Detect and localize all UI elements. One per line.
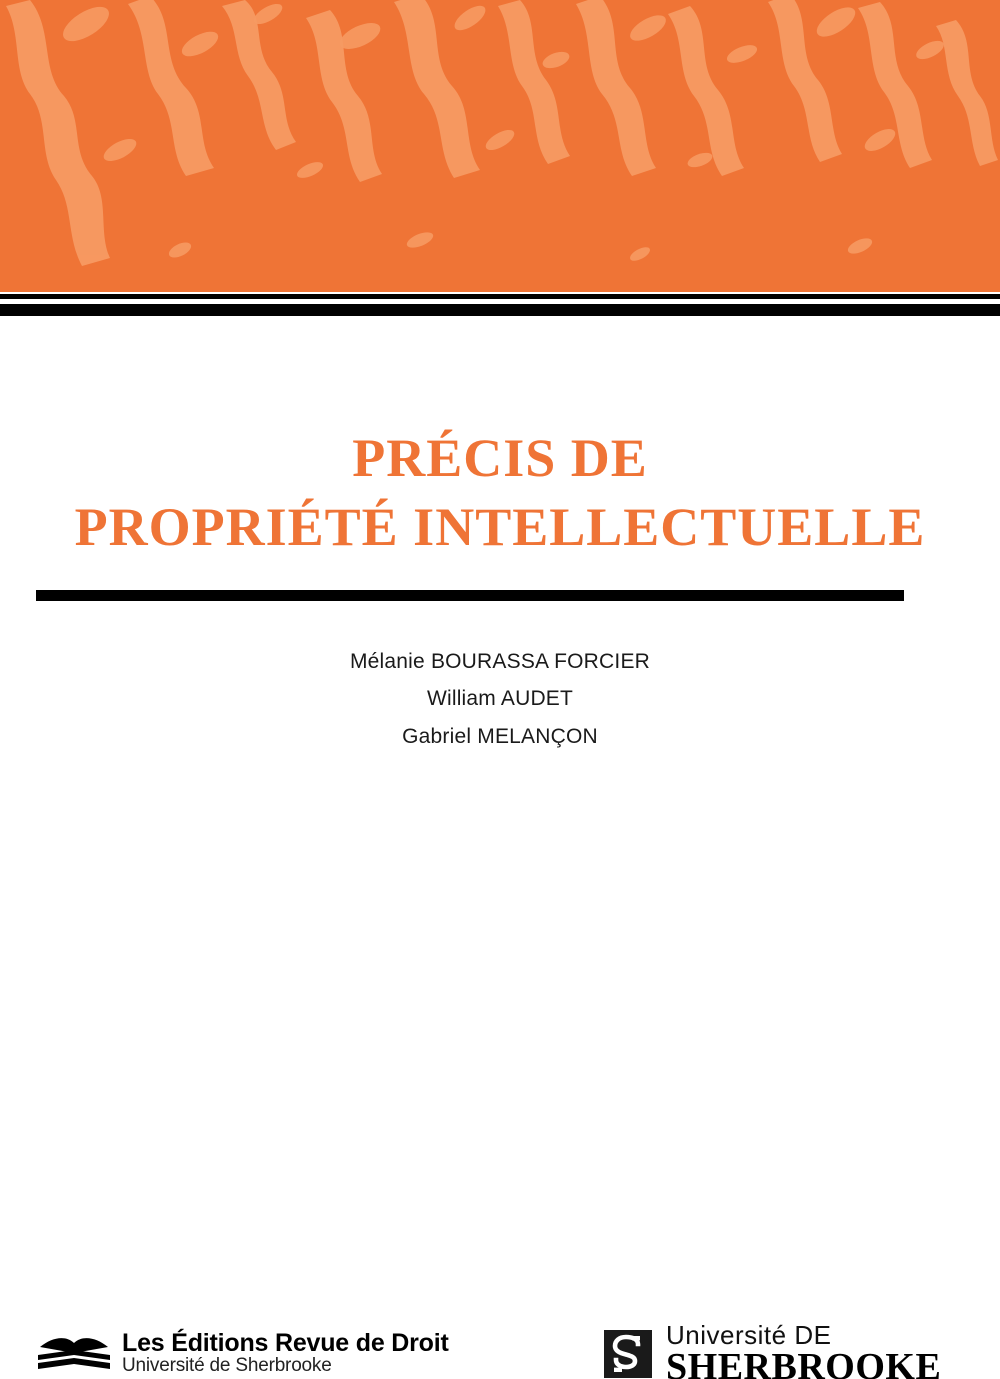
title-underline-rule: [36, 590, 904, 601]
university-logo: [604, 1322, 941, 1379]
header-rule-thin: [0, 294, 1000, 299]
author-3: Gabriel MELANÇON: [402, 724, 598, 748]
page-title: [0, 424, 1000, 562]
header-rule-thick: [0, 304, 1000, 316]
uds-s-logo-icon: [604, 1330, 652, 1378]
publisher-text: [122, 1330, 449, 1376]
author-list: [0, 643, 1000, 755]
title-line-1: PRÉCIS DE: [352, 428, 648, 488]
publisher-name: Les Éditions Revue de Droit: [122, 1329, 449, 1357]
university-line-1: Université DE: [666, 1320, 832, 1350]
university-line-2: SHERBROOKE: [666, 1346, 942, 1379]
cover-banner: [0, 0, 1000, 292]
title-line-2: PROPRIÉTÉ INTELLECTUELLE: [74, 497, 926, 558]
author-1: Mélanie BOURASSA FORCIER: [349, 650, 651, 673]
university-text: [666, 1322, 941, 1379]
publisher-logo: [38, 1330, 449, 1376]
open-book-icon: [38, 1331, 112, 1375]
author-2: William AUDET: [426, 687, 574, 711]
publisher-affiliation: Université de Sherbrooke: [122, 1355, 332, 1377]
